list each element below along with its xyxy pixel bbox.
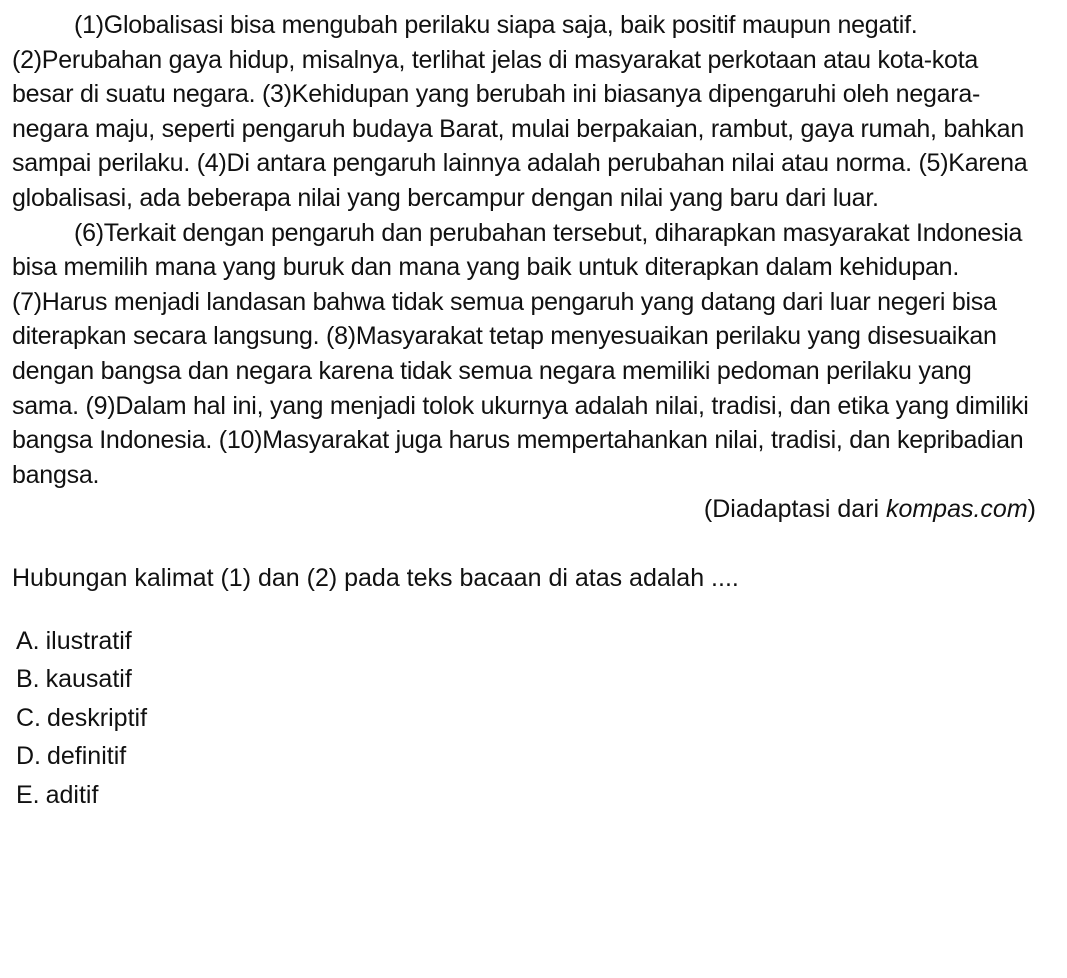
question-text: Hubungan kalimat (1) dan (2) pada teks bacaan di atas adalah .... xyxy=(12,563,739,592)
option-text: ilustratif xyxy=(45,626,132,655)
option-a[interactable] xyxy=(16,622,1042,661)
document-page xyxy=(12,8,1042,814)
source-citation xyxy=(12,492,1042,527)
passage-paragraph-1: (1)Globalisasi bisa mengubah perilaku siapa saja, baik positif maupun negatif. (2)Perubahan gaya hidup, misalnya, terlihat jelas di masyarakat perkotaan atau kota-kota besar di suatu negara. (3)Kehidupan yang berubah ini biasanya dipengaruhi oleh negara-negara maju, seperti pengaruh budaya Barat, mulai berpakaian, rambut, gaya rumah, bahkan sampai perilaku. (4)Di antara pengaruh lainnya adalah perubahan nilai atau norma. (5)Karena globalisasi, ada beberapa nilai yang bercampur dengan nilai yang baru dari luar. xyxy=(12,11,1028,212)
option-text: definitif xyxy=(47,742,127,770)
source-suffix: ) xyxy=(1027,495,1036,524)
option-letter: E. xyxy=(16,780,40,809)
option-letter: C. xyxy=(16,703,41,732)
option-letter: D. xyxy=(16,742,41,770)
option-e[interactable] xyxy=(16,776,1042,815)
option-text: kausatif xyxy=(45,665,132,693)
option-text: deskriptif xyxy=(47,703,148,732)
option-c[interactable] xyxy=(16,699,1042,738)
option-text: aditif xyxy=(45,780,99,809)
option-d[interactable] xyxy=(16,737,1042,776)
option-b[interactable] xyxy=(16,660,1042,699)
source-prefix: (Diadaptasi dari xyxy=(703,495,886,524)
option-letter: A. xyxy=(16,626,40,655)
option-letter: B. xyxy=(16,665,40,693)
source-site: kompas.com xyxy=(885,495,1028,524)
answer-options xyxy=(12,622,1042,815)
passage-paragraph-2: (6)Terkait dengan pengaruh dan perubahan tersebut, diharapkan masyarakat Indonesia bisa memilih mana yang buruk dan mana yang baik untuk diterapkan dalam kehidupan. (7)Harus menjadi landasan bahwa tidak semua pengaruh yang datang dari luar negeri bisa diterapkan secara langsung. (8)Masyarakat tetap menyesuaikan perilaku yang disesuaikan dengan bangsa dan negara karena tidak semua negara memiliki pedoman perilaku yang sama. (9)Dalam hal ini, yang menjadi tolok ukurnya adalah nilai, tradisi, dan etika yang dimiliki bangsa Indonesia. (10)Masyarakat juga harus mempertahankan nilai, tradisi, dan kepribadian bangsa. xyxy=(12,218,1029,489)
